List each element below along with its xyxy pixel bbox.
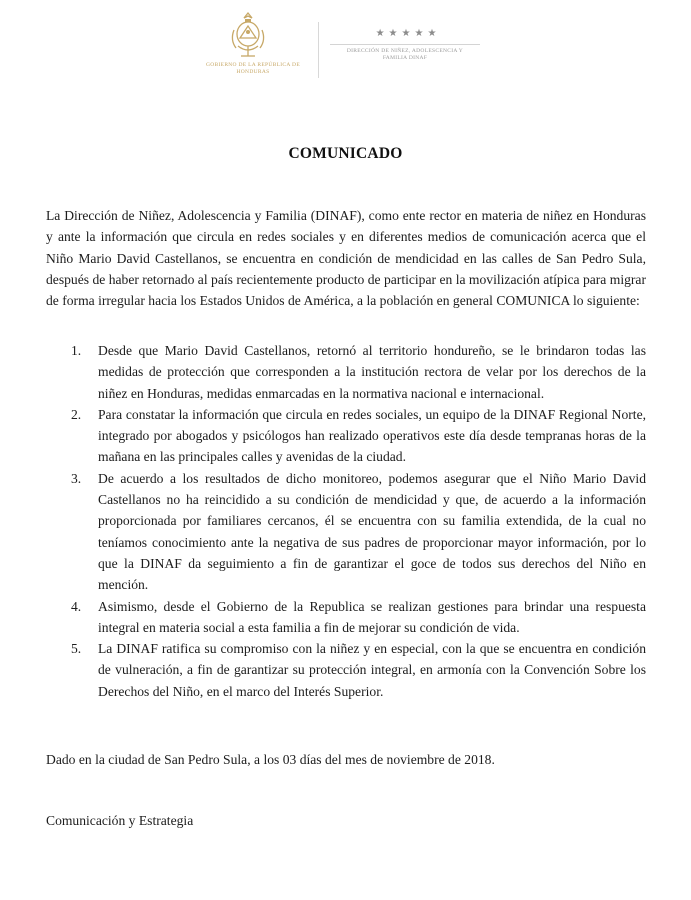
list-item-number: 2.	[71, 406, 82, 422]
list-item	[46, 340, 646, 404]
list-item	[46, 404, 646, 468]
closing-date-line: Dado en la ciudad de San Pedro Sula, a los 03 días del mes de noviembre de 2018.	[46, 752, 495, 767]
letterhead	[0, 8, 691, 88]
signature-line: Comunicación y Estrategia	[46, 813, 194, 828]
agency-caption: DIRECCIÓN DE NIÑEZ, ADOLESCENCIA Y FAMILIA DINAF	[346, 48, 464, 61]
list-item-text: De acuerdo a los resultados de dicho monitoreo, podemos asegurar que el Niño Mario David Castellanos no ha reincidido a su condición de mendicidad y que, de acuerdo a la información proporcionada por familiares cercanos, él se encuentra con su familia extendida, de la cual no teníamos conocimiento ante la negativa de sus padres de proporcionar mayor información, por lo que la DINAF da seguimiento a fin de garantizar el goce de todos sus derechos del Niño en mención.	[98, 470, 646, 593]
numbered-list	[46, 340, 646, 702]
header-divider	[318, 22, 319, 78]
list-item-number: 5.	[71, 641, 82, 657]
government-caption: GOBIERNO DE LA REPÚBLICA DE HONDURAS	[206, 62, 300, 75]
list-item	[46, 468, 646, 596]
list-item	[46, 596, 646, 639]
list-item-text: Para constatar la información que circula en redes sociales, un equipo de la DINAF Regional Norte, integrado por abogados y psicólogos han realizado operativos este día desde tempranas horas de la mañana en las principales calles y avenidas de la ciudad.	[98, 406, 646, 465]
list-item-text: La DINAF ratifica su compromiso con la niñez y en especial, con la que se encuentra en condición de vulneración, a fin de garantizar su protección integral, en armonía con la Convención Sobre los Derechos del Niño, en el marco del Interés Superior.	[98, 641, 646, 699]
list-item-text: Desde que Mario David Castellanos, retornó al territorio hondureño, se le brindaron todas las medidas de protección que corresponden a la institución rectora de velar por los derechos de la niñez en Honduras, medidas enmarcadas en la normativa nacional e internacional.	[98, 343, 646, 401]
stars-rule	[330, 44, 480, 45]
stars-icon: ★★★★★	[375, 28, 441, 39]
coat-of-arms-seal	[226, 10, 270, 60]
list-item-number: 3.	[71, 470, 82, 486]
list-item-text: Asimismo, desde el Gobierno de la Republica se realizan gestiones para brindar una respuesta integral en materia social a esta familia a fin de mejorar su condición de vida.	[98, 598, 646, 635]
list-item-number: 4.	[71, 598, 82, 614]
intro-paragraph: La Dirección de Niñez, Adolescencia y Familia (DINAF), como ente rector en materia de niñez en Honduras y ante la información que circula en redes sociales y en diferentes medios de comunicación acerca que el Niño Mario David Castellanos, se encuentra en condición de mendicidad en las calles de San Pedro Sula, después de haber retornado al país recientemente producto de participar en la movilización atípica para migrar de forma irregular hacia los Estados Unidos de América, a la población en general COMUNICA lo siguiente:	[46, 208, 646, 309]
list-item-number: 1.	[71, 343, 82, 358]
list-item	[46, 638, 646, 702]
page-title: COMUNICADO	[288, 145, 403, 162]
